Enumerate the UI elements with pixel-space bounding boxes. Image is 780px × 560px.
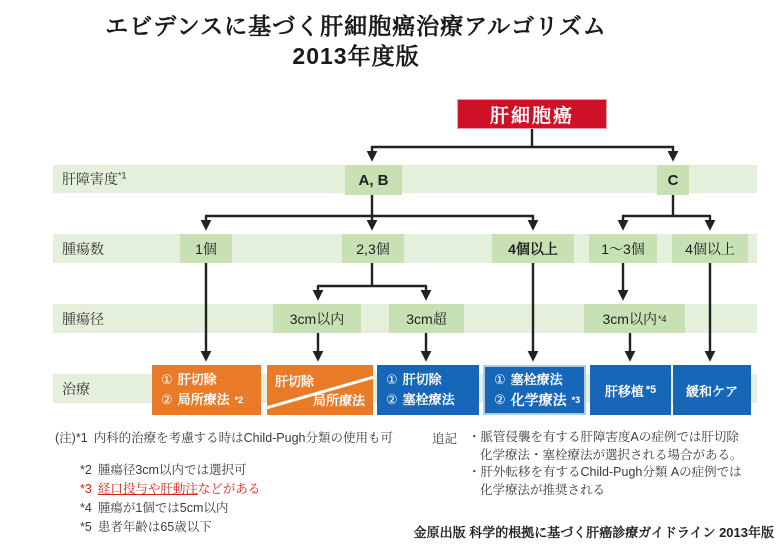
node-count-1to3: 1〜3個	[589, 234, 657, 263]
addendum-line1: ・脈管侵襲を有する肝障害度Aの症例では肝切除	[468, 430, 739, 444]
page-title	[0, 11, 712, 71]
footnote-2: *2 腫瘍径3cm以内では選択可	[80, 463, 247, 477]
row-label-tumor-count: 腫瘍数	[62, 240, 104, 257]
treatment-resection-or-local: 肝切除 局所療法	[267, 365, 373, 415]
addendum-line4: 化学療法が推奨される	[480, 482, 606, 497]
addendum-line2: 化学療法・塞栓療法が選択される場合がある。	[480, 447, 743, 462]
treatment-palliative: 緩和ケア	[673, 365, 751, 415]
row-label-treatment: 治療	[62, 380, 90, 397]
title-line1: エビデンスに基づく肝細胞癌治療アルゴリズム	[105, 13, 607, 39]
node-size-3cm-over: 3cm超	[389, 304, 464, 333]
addendum-line3: ・肝外転移を有するChild-Pugh分類 Aの症例では	[468, 465, 742, 479]
treatment-resection-embolization: ① 肝切除 ② 塞栓療法	[377, 365, 479, 415]
circled-2-icon: ②	[161, 392, 173, 407]
node-size-3cm-within-c: 3cm以内 *4	[584, 304, 685, 333]
node-count-4plus-ab: 4個以上	[492, 234, 574, 263]
node-liver-damage-c: C	[657, 165, 689, 195]
source-citation: 金原出版 科学的根拠に基づく肝癌診療ガイドライン 2013年版	[413, 525, 774, 540]
circled-2-icon: ②	[494, 392, 506, 407]
addendum-note	[432, 429, 743, 499]
footnote-4: *4 腫瘍が1個では5cm以内	[80, 501, 229, 515]
treatment-transplant: 肝移植 *5	[590, 365, 671, 415]
root-node-hcc: 肝細胞癌	[457, 99, 607, 129]
node-count-4plus-c: 4個以上	[672, 234, 748, 263]
addendum-label: 追記	[432, 432, 458, 446]
circled-1-icon: ①	[386, 372, 398, 387]
row-label-liver-damage: 肝障害度$^{*1}$	[62, 170, 127, 187]
circled-1-icon: ①	[494, 372, 506, 387]
footnote-list	[80, 461, 260, 537]
title-line2: 2013年度版	[292, 43, 420, 69]
band-liver-damage	[53, 165, 757, 193]
footnote-3: *3 経口投与や肝動注などがある	[80, 482, 261, 496]
footnote-5: *5 患者年齢は65歳以下	[80, 520, 212, 534]
circled-1-icon: ①	[161, 372, 173, 387]
row-label-tumor-size: 腫瘍径	[62, 310, 104, 327]
circled-2-icon: ②	[386, 392, 398, 407]
footnote-1: (注)*1 内科的治療を考慮する時はChild-Pugh分類の使用も可	[55, 431, 393, 445]
node-count-2-3: 2,3個	[342, 234, 404, 263]
node-count-1: 1個	[180, 234, 232, 263]
node-size-3cm-within: 3cm以内	[273, 304, 361, 333]
treatment-resection-local: ① 肝切除 ② 局所療法 *2	[152, 365, 261, 415]
node-liver-damage-ab: A, B	[345, 165, 402, 195]
treatment-embolization-chemo: ① 塞栓療法 ② 化学療法 *3	[483, 365, 586, 415]
